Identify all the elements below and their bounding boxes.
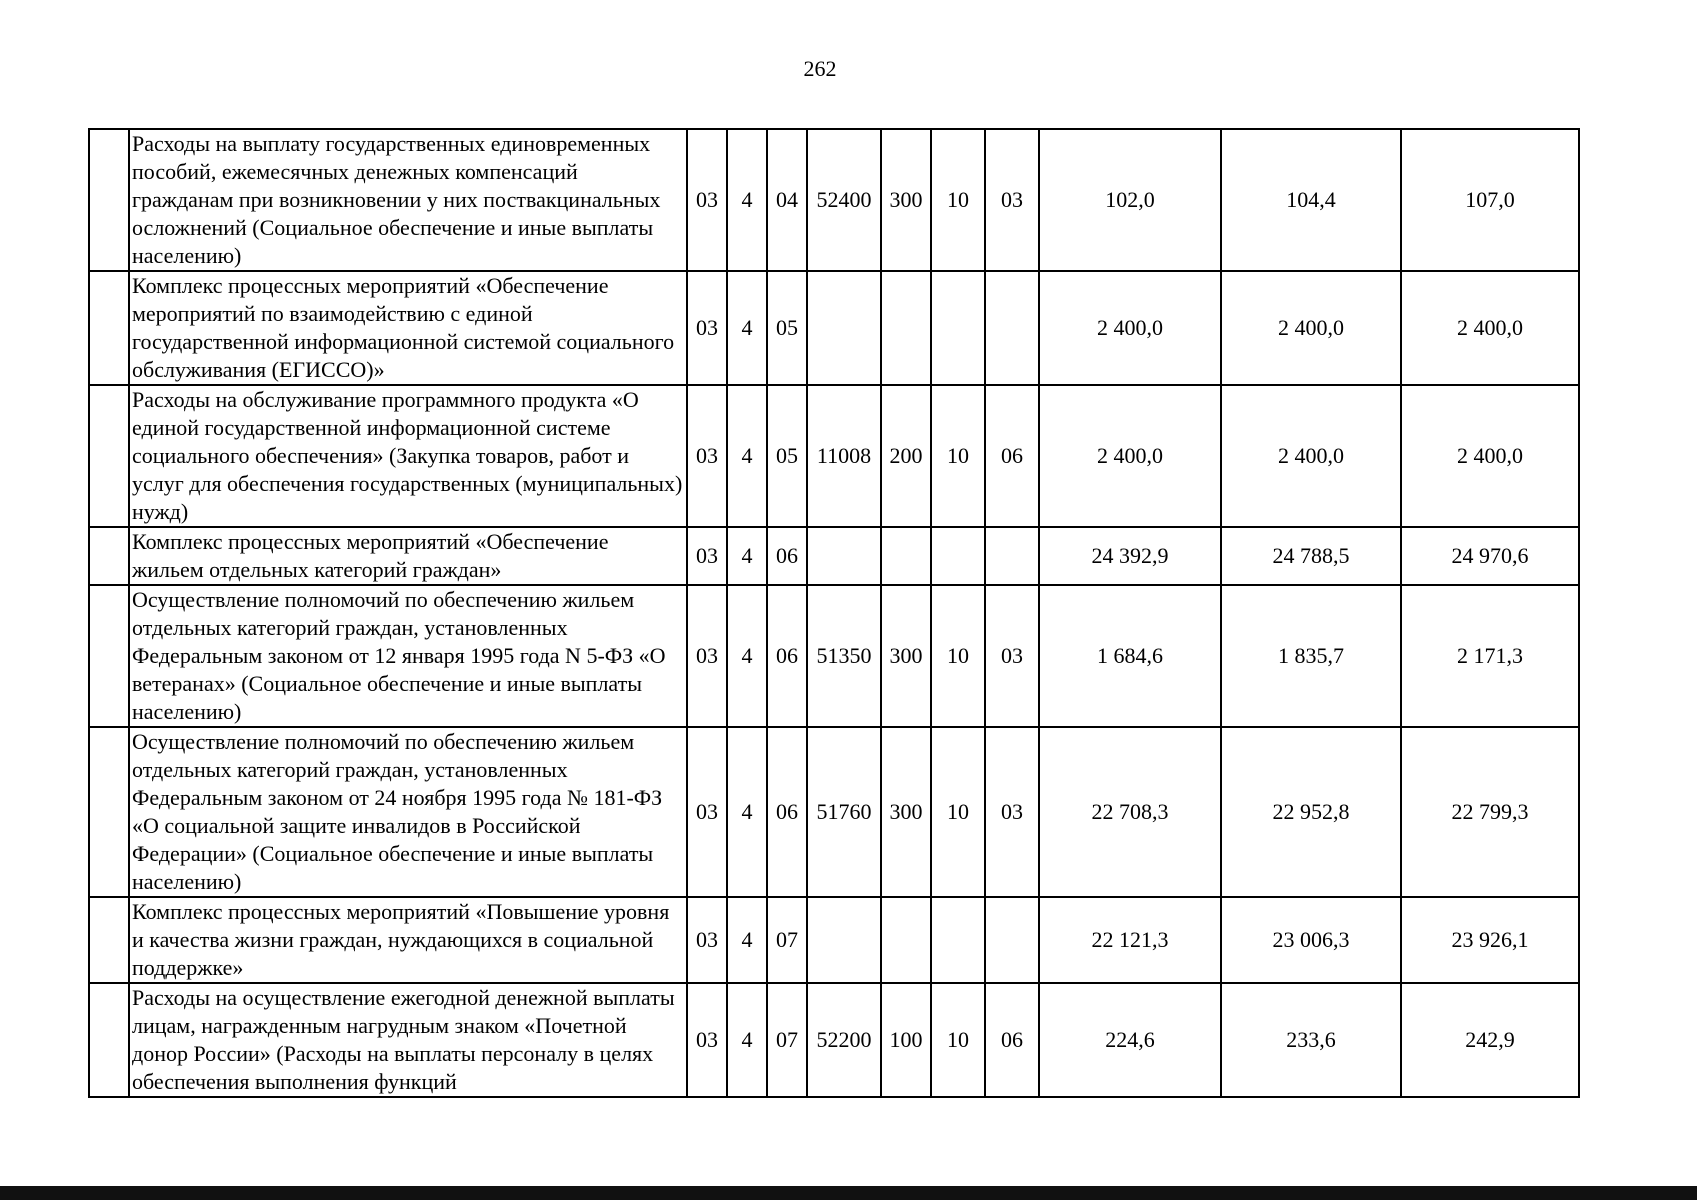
amount-cell: 2 171,3 [1401, 585, 1579, 727]
code-cell [881, 271, 931, 385]
code-cell: 4 [727, 585, 767, 727]
code-cell: 51760 [807, 727, 881, 897]
code-cell: 10 [931, 983, 985, 1097]
amount-cell: 2 400,0 [1039, 271, 1221, 385]
code-cell [807, 271, 881, 385]
code-cell: 52400 [807, 129, 881, 271]
code-cell [985, 527, 1039, 585]
code-cell: 04 [767, 129, 807, 271]
code-cell: 200 [881, 385, 931, 527]
amount-cell: 24 970,6 [1401, 527, 1579, 585]
code-cell: 4 [727, 129, 767, 271]
table-row [89, 385, 1579, 527]
amount-cell: 24 788,5 [1221, 527, 1401, 585]
amount-cell: 2 400,0 [1221, 385, 1401, 527]
code-cell: 4 [727, 983, 767, 1097]
table-row [89, 527, 1579, 585]
code-cell: 10 [931, 727, 985, 897]
code-cell: 06 [985, 983, 1039, 1097]
blank-cell [89, 983, 129, 1097]
code-cell [931, 527, 985, 585]
code-cell [881, 897, 931, 983]
row-description: Комплекс процессных мероприятий «Обеспечение мероприятий по взаимодействию с единой государственной информационной системой социального обслуживания (ЕГИССО)» [129, 271, 687, 385]
row-description: Расходы на осуществление ежегодной денежной выплаты лицам, награжденным нагрудным знаком «Почетной донор России» (Расходы на выплаты персоналу в целях обеспечения выполнения функций [129, 983, 687, 1097]
code-cell: 52200 [807, 983, 881, 1097]
code-cell: 100 [881, 983, 931, 1097]
code-cell: 03 [687, 385, 727, 527]
code-cell: 300 [881, 129, 931, 271]
blank-cell [89, 727, 129, 897]
code-cell: 300 [881, 727, 931, 897]
row-description: Расходы на обслуживание программного продукта «О единой государственной информационной системе социального обеспечения» (Закупка товаров, работ и услуг для обеспечения государственных (муниципальных) нужд) [129, 385, 687, 527]
code-cell: 07 [767, 983, 807, 1097]
table-row [89, 897, 1579, 983]
amount-cell: 2 400,0 [1401, 385, 1579, 527]
code-cell: 03 [687, 727, 727, 897]
code-cell: 05 [767, 271, 807, 385]
table-row [89, 129, 1579, 271]
table-row [89, 271, 1579, 385]
table-row [89, 727, 1579, 897]
code-cell: 4 [727, 385, 767, 527]
amount-cell: 1 835,7 [1221, 585, 1401, 727]
amount-cell: 2 400,0 [1221, 271, 1401, 385]
blank-cell [89, 271, 129, 385]
code-cell: 05 [767, 385, 807, 527]
amount-cell: 22 708,3 [1039, 727, 1221, 897]
amount-cell: 23 006,3 [1221, 897, 1401, 983]
amount-cell: 107,0 [1401, 129, 1579, 271]
budget-table [88, 128, 1580, 1098]
code-cell: 06 [767, 585, 807, 727]
amount-cell: 22 952,8 [1221, 727, 1401, 897]
row-description: Расходы на выплату государственных единовременных пособий, ежемесячных денежных компенсаций гражданам при возникновении у них поствакцинальных осложнений (Социальное обеспечение и иные выплаты населению) [129, 129, 687, 271]
code-cell: 03 [687, 897, 727, 983]
amount-cell: 1 684,6 [1039, 585, 1221, 727]
code-cell [985, 271, 1039, 385]
amount-cell: 224,6 [1039, 983, 1221, 1097]
code-cell: 4 [727, 527, 767, 585]
code-cell: 03 [985, 727, 1039, 897]
page-number: 262 [803, 56, 837, 81]
code-cell: 10 [931, 585, 985, 727]
blank-cell [89, 527, 129, 585]
amount-cell: 2 400,0 [1039, 385, 1221, 527]
code-cell [985, 897, 1039, 983]
amount-cell: 104,4 [1221, 129, 1401, 271]
blank-cell [89, 585, 129, 727]
table-row [89, 585, 1579, 727]
amount-cell: 233,6 [1221, 983, 1401, 1097]
code-cell [931, 897, 985, 983]
code-cell: 10 [931, 129, 985, 271]
row-description: Осуществление полномочий по обеспечению жильем отдельных категорий граждан, установленных Федеральным законом от 24 ноября 1995 года № 181-ФЗ «О социальной защите инвалидов в Российской Федерации» (Социальное обеспечение и иные выплаты населению) [129, 727, 687, 897]
code-cell [807, 897, 881, 983]
code-cell: 03 [687, 129, 727, 271]
blank-cell [89, 897, 129, 983]
amount-cell: 22 799,3 [1401, 727, 1579, 897]
code-cell: 06 [767, 527, 807, 585]
amount-cell: 23 926,1 [1401, 897, 1579, 983]
code-cell: 300 [881, 585, 931, 727]
code-cell [881, 527, 931, 585]
code-cell: 03 [687, 983, 727, 1097]
amount-cell: 22 121,3 [1039, 897, 1221, 983]
table-row [89, 983, 1579, 1097]
code-cell: 06 [767, 727, 807, 897]
code-cell: 11008 [807, 385, 881, 527]
code-cell: 51350 [807, 585, 881, 727]
code-cell: 4 [727, 727, 767, 897]
row-description: Комплекс процессных мероприятий «Повышение уровня и качества жизни граждан, нуждающихся в социальной поддержке» [129, 897, 687, 983]
code-cell: 10 [931, 385, 985, 527]
amount-cell: 24 392,9 [1039, 527, 1221, 585]
code-cell: 4 [727, 271, 767, 385]
code-cell [931, 271, 985, 385]
code-cell: 03 [985, 129, 1039, 271]
scan-bottom-edge [0, 1186, 1697, 1200]
amount-cell: 242,9 [1401, 983, 1579, 1097]
code-cell: 03 [687, 527, 727, 585]
row-description: Комплекс процессных мероприятий «Обеспечение жильем отдельных категорий граждан» [129, 527, 687, 585]
amount-cell: 2 400,0 [1401, 271, 1579, 385]
code-cell [807, 527, 881, 585]
row-description: Осуществление полномочий по обеспечению жильем отдельных категорий граждан, установленных Федеральным законом от 12 января 1995 года N 5-ФЗ «О ветеранах» (Социальное обеспечение и иные выплаты населению) [129, 585, 687, 727]
code-cell: 07 [767, 897, 807, 983]
blank-cell [89, 385, 129, 527]
code-cell: 06 [985, 385, 1039, 527]
blank-cell [89, 129, 129, 271]
code-cell: 03 [687, 585, 727, 727]
code-cell: 4 [727, 897, 767, 983]
amount-cell: 102,0 [1039, 129, 1221, 271]
code-cell: 03 [985, 585, 1039, 727]
code-cell: 03 [687, 271, 727, 385]
